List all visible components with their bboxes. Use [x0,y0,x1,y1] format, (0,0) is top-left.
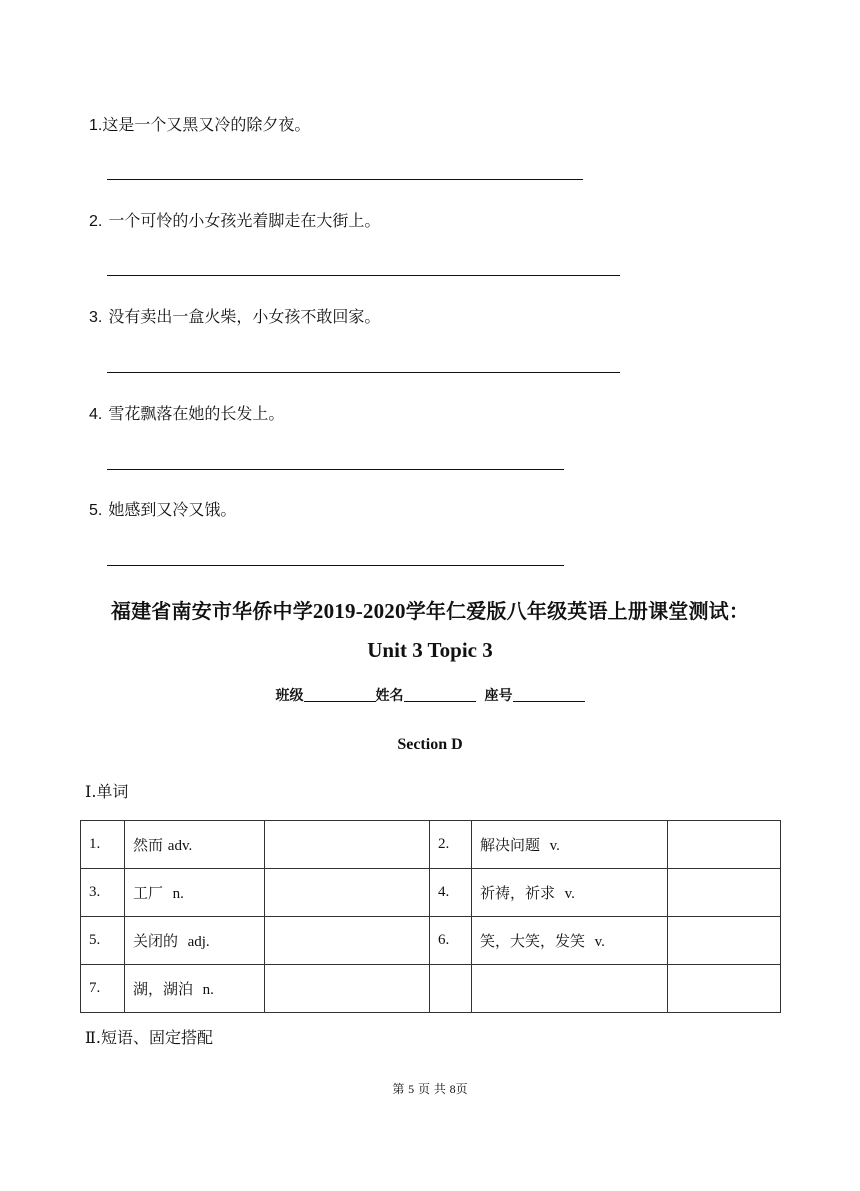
part-2-heading: Ⅱ.短语、固定搭配 [85,1028,213,1047]
table-row [81,917,781,965]
class-label: 班级 [275,688,304,704]
prompt-cn: 关闭的 [133,932,179,950]
seat-label: 座号 [484,688,513,704]
item-number: 3. [81,869,125,917]
item-number: 2. [430,821,472,869]
question-5 [89,499,236,522]
vocab-table [80,820,781,1013]
student-info [0,686,860,706]
question-4 [89,403,284,426]
page-number: 5 [408,1082,415,1096]
item-number [430,965,472,1013]
answer-line-5[interactable] [107,565,564,566]
item-number: 1. [81,821,125,869]
vocab-prompt [472,821,668,869]
prompt-cn: 然而 [133,836,164,854]
question-number: 2. [89,213,103,230]
answer-line-2[interactable] [107,275,620,276]
question-text: 一个可怜的小女孩光着脚走在大街上。 [108,211,381,230]
answer-cell[interactable] [668,965,781,1013]
answer-line-4[interactable] [107,469,564,470]
vocab-prompt [125,917,265,965]
item-number: 4. [430,869,472,917]
vocab-prompt [125,965,265,1013]
question-text: 这是一个又黑又冷的除夕夜。 [102,115,311,134]
section-heading: Section D [397,736,463,753]
prompt-cn: 解决问题 [480,836,541,854]
question-1 [89,114,310,137]
exam-title [0,598,860,624]
page-footer [0,1080,860,1098]
answer-cell[interactable] [265,869,430,917]
answer-cell[interactable] [668,821,781,869]
vocab-prompt [472,917,668,965]
class-field[interactable] [304,687,376,702]
footer-suffix: 页 [455,1082,468,1096]
footer-prefix: 第 [392,1082,405,1096]
name-field[interactable] [404,687,476,702]
question-text: 没有卖出一盒火柴，小女孩不敢回家。 [108,307,381,326]
vocab-prompt [125,869,265,917]
question-text: 雪花飘落在她的长发上。 [108,404,285,423]
answer-line-1[interactable] [107,179,583,180]
table-row [81,869,781,917]
vocab-prompt [125,821,265,869]
answer-cell[interactable] [668,917,781,965]
question-number: 3. [89,309,103,326]
part-of-speech: adj. [187,934,210,950]
title-school: 福建省南安市华侨中学 [110,599,313,623]
answer-cell[interactable] [668,869,781,917]
part-of-speech: v. [549,838,560,854]
table-row [81,965,781,1013]
part-of-speech: n. [172,886,184,902]
page-total: 8 [449,1082,456,1096]
prompt-cn: 工厂 [133,884,164,902]
name-label: 姓名 [375,688,404,704]
title-year: 2019-2020 [312,599,406,623]
question-text: 她感到又冷又饿。 [108,500,237,519]
prompt-cn: 祈祷，祈求 [480,884,556,902]
prompt-cn: 湖，湖泊 [133,980,194,998]
answer-cell[interactable] [265,917,430,965]
item-number: 5. [81,917,125,965]
part-of-speech: n. [202,982,214,998]
title-course: 学年仁爱版八年级英语上册课堂测试： [405,599,750,623]
seat-field[interactable] [513,687,585,702]
vocab-prompt [472,965,668,1013]
question-number: 1. [89,117,103,134]
part-of-speech: v. [594,934,605,950]
question-number: 5. [89,502,103,519]
answer-cell[interactable] [265,821,430,869]
answer-line-3[interactable] [107,372,620,373]
part-1-heading: Ⅰ.单词 [85,782,129,801]
part-of-speech: adv. [167,838,193,854]
vocab-prompt [472,869,668,917]
question-number: 4. [89,406,103,423]
exam-subtitle: Unit 3 Topic 3 [367,638,493,662]
question-2 [89,210,380,233]
item-number: 7. [81,965,125,1013]
table-row [81,821,781,869]
question-3 [89,306,380,329]
answer-cell[interactable] [265,965,430,1013]
prompt-cn: 笑，大笑，发笑 [480,932,586,950]
item-number: 6. [430,917,472,965]
part-of-speech: v. [564,886,575,902]
footer-mid: 页 共 [418,1082,446,1096]
